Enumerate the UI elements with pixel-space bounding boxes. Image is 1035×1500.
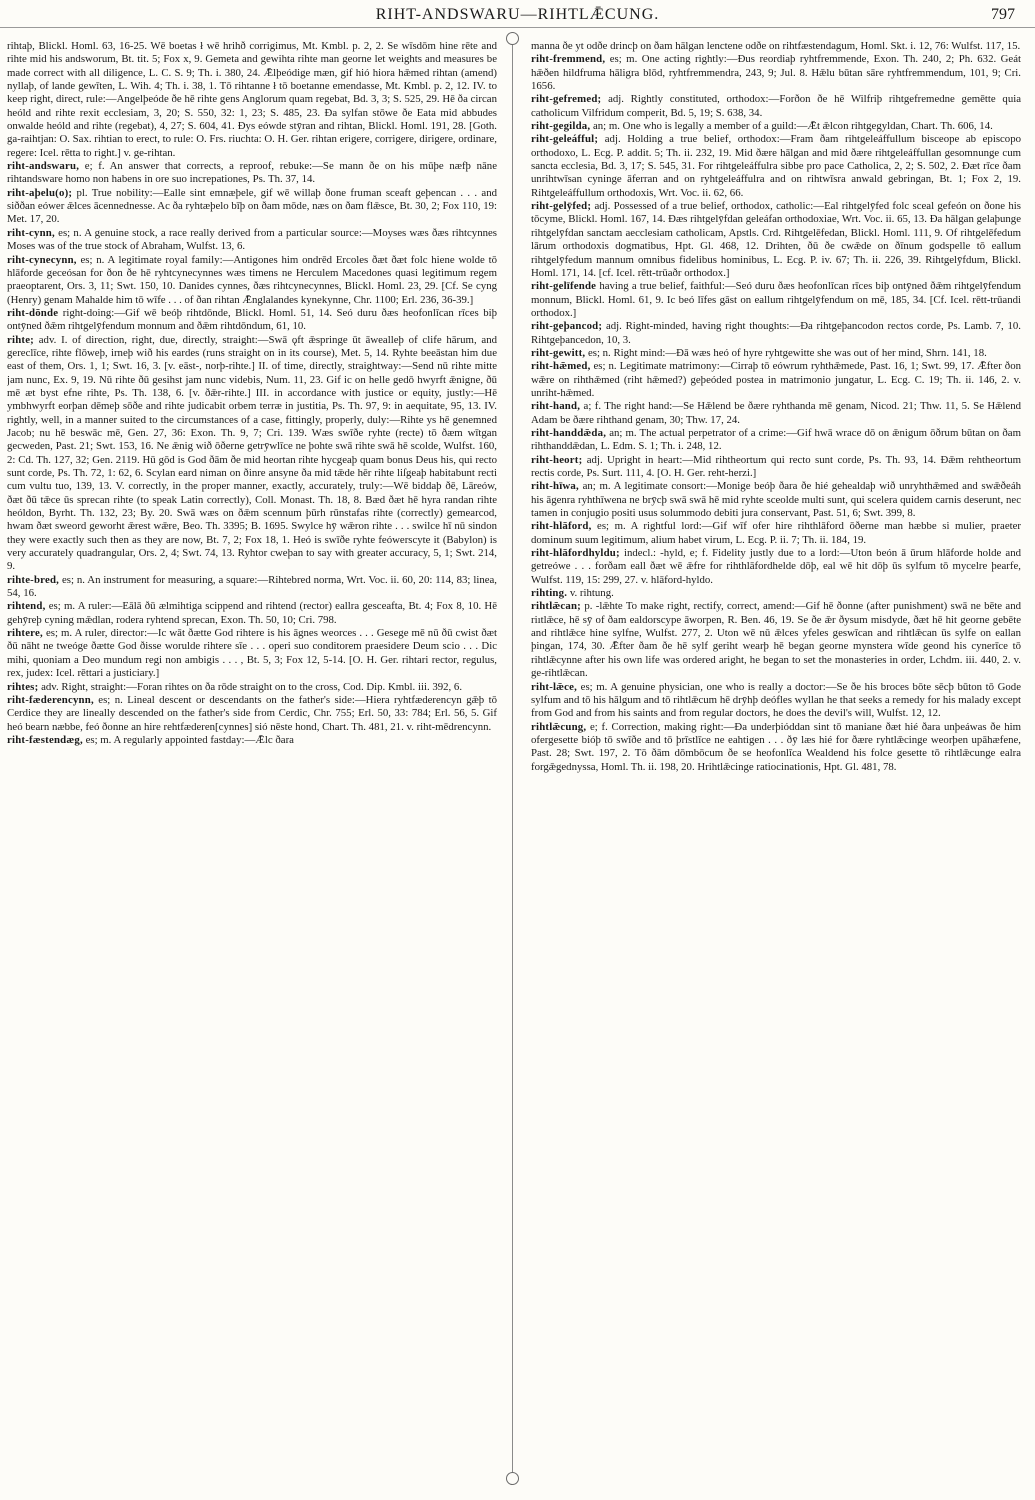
- entry-text: adj. Upright in heart:—Mid rihtheortum qui recto sunt corde, Ps. Th. 93, 14. Ðǣm rehtheortum rectis corde, Ps. Surt. 111, 4. [O. H. Ger. reht-herzi.]: [531, 453, 1021, 479]
- dictionary-entry: [531, 681, 1021, 721]
- entry-text: es; m. A ruler:—Eālā ðū ælmihtiga scippend and rihtend (rector) eallra gesceafta, Bt. 4; Fox 8, 10. Hē gehȳreþ cyning mǣdlan, rodera ryhtend sprecan, Exon. Th. 50, 10; Cri. 798.: [7, 600, 497, 626]
- dictionary-entry: [7, 600, 497, 627]
- dictionary-entry: [531, 454, 1021, 481]
- dictionary-entry: [531, 400, 1021, 427]
- entry-text: es; n. A genuine stock, a race really derived from a particular source:—Moyses wæs ðæs rihtcynnes Moses was of the true stock of Abraham, Wulfst. 13, 6.: [7, 226, 497, 253]
- entry-text: an; m. The actual perpetrator of a crime:—Gif hwā wrace dō on ǣnigum ōðrum būtan on ðam rihthanddǣdan, L. Edm. S. 1; Th. i. 248, 12.: [531, 426, 1021, 453]
- dictionary-entry: [531, 133, 1021, 200]
- entry-text: es; m. One acting rightly:—Ðus reordiaþ ryhtfremmende, Exon. Th. 240, 2; Ph. 632. Geát hǣðen hildfruma hāligra blōd, ryhtfremmendra, 243, 9; Jul. 8. Hǣlu būtan sāre ryhtfremmendum, 101, 9; Cri. 1656.: [531, 53, 1021, 93]
- dictionary-entry: [531, 600, 1021, 680]
- entry-headword: riht-handdǣda,: [531, 426, 607, 439]
- entry-headword: riht-geþancod;: [531, 320, 603, 333]
- dictionary-entry: [531, 280, 1021, 320]
- dictionary-entry: [531, 480, 1021, 520]
- dictionary-entry: [531, 93, 1021, 120]
- column-divider: [512, 38, 513, 1478]
- entry-headword: rihting.: [531, 587, 568, 600]
- entry-text: es; m. A rightful lord:—Gif wīf ofer hire rihthlāford ōðerne man hæbbe si mulier, praeter dominum suum legitimum, alium habet virum, L. Ecg. P. ii. 7; Th. ii. 184, 19.: [531, 520, 1021, 546]
- dictionary-entry: [7, 627, 497, 680]
- dictionary-entry: [531, 547, 1021, 587]
- entry-headword: riht-dōnde: [7, 306, 59, 319]
- dictionary-entry: [531, 40, 1021, 53]
- dictionary-entry: [7, 334, 497, 574]
- entry-text: adv. I. of direction, right, due, directly, straight:—Swā ǫft ǣspringe ūt āwealleþ of clife hārum, and gereclīce, rihte flōweþ, irneþ wið his eardes (runs straight on in its course), Met. 5, 14. Ryhte beeāstan him due east of them, Ors. 1, 1; Swt. 16, 3. [v. eāst-, norþ-rihte.] II. of time, directly, straightway:—Send nū rihte mitte jam nunc, Ex. 9, 19. Nū rihte ðū gesihst jam nunc videbis, Num. 11, 23. Gif ic on helle gedō hwyrft ǣnigne, ðū mē æt byst efne rihte, Ps. Th. 138, 6. [v. ðǣr-rihte.] III. in accordance with justice or equity, justly:—Hē ymbhwyrft eorþan dēmeþ sōðe and rihte judicabit orbem terræ in justitia, Ps. Th. 97, 9: in aequitate, 95, 13. IV. rightly, well, in a manner suited to the circumstances of a case, fittingly, properly, duly:—Rihte ys hē genemned Jacob; nu hē beswāc mē, Gen. 27, 36: Exon. Th. 9, 7; Cri. 139. Wæs swīðe ryhte (recte) tō ðæm wītgan gecweden, Past. 21; Swt. 153, 16. Ne ǣnig wið ōðerne getrȳwlīce ne þohte swā rihte swā hē scolde, Wulfst. 160, 2: Cd. Th. 127, 32; Gen. 2119. Hū gōd is God ðām ðe mid heortan rihte hycgeaþ quam bonus Deus his, qui recto sunt corde, Ps. Th. 72, 1: 62, 6. Scylan eard niman on ðinre ansyne ða mid tǣde hēr rihte liſgeaþ habitabunt recti cum vultu tuo, 139, 13. V. correctly, in the proper manner, exactly, accurately, truly:—Wē biddaþ ðē, Lāreów, ðæt ðū tǣce ūs sprecan rihte (to speak Latin correctly), Coll. Monast. Th. 18, 8. Bæd ðæt hē hyra randan rihte heóldon, Byrht. Th. 132, 23; By. 20. Swā wæs on ðǣm scennum þūrh rūnstafas rihte (correctly) gemearcod, hwam ðæt sweord geworht ǣrest wǣre, Beo. Th. 3395; B. 1695. Swylce hȳ wǣron rihte . . . swilce hī nū sindon they were exactly such then as they are now, Bt. 7, 2; Fox 18, 1. Heó is swīðe ryhte feówerscyte it (Babylon) is very accurately quadrangular, Ors. 2, 4; Swt. 74, 13. Ryhtor cweþan to say with greater accuracy, 5, 1; Swt. 214, 9.: [7, 333, 497, 573]
- dictionary-entry: [531, 587, 1021, 600]
- entry-headword: riht-fremmend,: [531, 53, 606, 66]
- entry-headword: riht-hand,: [531, 400, 581, 413]
- entry-headword: riht-heort;: [531, 453, 583, 466]
- entry-headword: rihtend,: [7, 600, 46, 613]
- left-column: [7, 40, 497, 1485]
- entry-text: adj. Rightly constituted, orthodox:—Forðon ðe hē Wilfriþ rihtgefremedne gemētte quia catholicum Vilfridum comperit, Bd. 5, 19; S. 638, 34.: [531, 93, 1021, 119]
- entry-headword: riht-fæstendæg,: [7, 733, 83, 746]
- dictionary-entry: [531, 53, 1021, 93]
- dictionary-entry: [531, 427, 1021, 454]
- entry-text: right-doing:—Gif wē beóþ rihtdōnde, Blickl. Homl. 51, 14. Seó duru ðæs heofonlīcan rīces biþ ontȳned ðǣm rihtgelȳfendum monnum and ðǣm rihtdōndum, 61, 10.: [7, 306, 497, 333]
- entry-headword: rihte-bred,: [7, 573, 60, 586]
- entry-headword: rihtlǣcung,: [531, 720, 587, 733]
- dictionary-entry: [7, 734, 497, 747]
- entry-text: es; n. An instrument for measuring, a square:—Rihtebred norma, Wrt. Voc. ii. 60, 20: 114, 83; linea, 54, 16.: [7, 573, 497, 600]
- entry-text: an; m. A legitimate consort:—Monige beóþ ðara ðe hié gehealdaþ wið unryhthǣmed and swǣðeáh his āgenra ryhthīwena ne brȳcþ swā swā hē mid ryhte sceolde multi sunt, qui scelera quidem carnis deserunt, nec tamen in conjugio positi usus solummodo debiti jura conservant, Past. 51, 6; Swt. 399, 8.: [531, 480, 1021, 520]
- right-column: [531, 40, 1021, 1485]
- dictionary-entry: [531, 520, 1021, 547]
- entry-text: p. -lǣhte To make right, rectify, correct, amend:—Gif hē ðonne (after punishment) swā ne bēte and riıtlǣce, hē sȳ of ðam ealdorscype āworpen, R. Ben. 46, 19. Se ðe ǣr ðysum misdyde, ðæt hē hit georne gebēte and rihtlǣce hine sylfne, Wulfst. 277, 2. Uton wē nū ǣlces yfeles geswīcan and rihtlǣcan ūs sylfe on eallan þingan, 174, 30. Ǣfter ðam ðe hē sylf geriht wearþ hē began georne mynstera wīde geond his cynerīce tō rihtlǣcynne after his own life was ordered aright, he began to set the monasteries in order, Lchdm. iii. 440, 2. v. ge-rihtlǣcan.: [531, 600, 1021, 680]
- entry-headword: riht-gegilda,: [531, 120, 591, 133]
- entry-headword: rihtes;: [7, 680, 39, 693]
- entry-text: adj. Right-minded, having right thoughts:—Ða rihtgeþancodon rectos corde, Ps. Lamb. 7, 10. Rihtgeþancedon, 10, 3.: [531, 320, 1021, 346]
- entry-headword: riht-hǣmed,: [531, 360, 591, 373]
- entry-text: es; n. Right mind:—Ðā wæs heó of hyre ryhtgewitte she was out of her mind, Shrn. 141, 18.: [587, 346, 987, 359]
- entry-text: e; f. Correction, making right:—Ða underþióddan sint tō maniane ðæt hié ðara unþeáwas ðe him ofergesette bióþ tō swīðe and tō þrīstlīce ne eahtigen . . . ðȳ læs hié for ðære ryhtlǣcinge weorþen upāhæfene, Past. 28; Swt. 197, 2. Tō ðām dōmbōcum ðe se heofonlīca Wealdend his folce gesette tō rihtlǣcunge ealra forgǣgednyssa, Homl. Th. ii. 198, 20. Hrihtlǣcinge ratiocinationis, Hpt. Gl. 481, 78.: [531, 720, 1021, 773]
- entry-headword: riht-gewitt,: [531, 346, 586, 359]
- entry-headword: riht-gelīfende: [531, 280, 597, 293]
- entry-text: having a true belief, faithful:—Seó duru ðæs heofonlīcan rīces biþ ontȳned ðǣm rihtgelȳfendum monnum, Blickl. Homl. 61, 9. Ic beó līfes gāst on eallum rihtgelȳfendum on mē, 185, 34. [Cf. Icel. rētt-trūandi orthodox.]: [531, 280, 1021, 319]
- dictionary-entry: [531, 721, 1021, 774]
- dictionary-entry: [7, 307, 497, 334]
- entry-text: rihtaþ, Blickl. Homl. 63, 16-25. Wē boetas ł wē hrihð corrigimus, Mt. Kmbl. p. 2, 2. Se wīsdōm hine rēte and rihte mid his andsworum, Bt. tit. 5; Fox x, 9. Gemeta and gewihta rihte man georne let weights and measures be made correct with all diligence, L. C. S. 9; Th. i. 380, 24. Ǣlþeódige mæn, gif hió hiora hǣmed rihtan (amend) nyllaþ, of lande gewīten, L. Wih. 4; Th. i. 38, 1. Tō rihtanne ł tō boetanne emendasse, Mt. Kmbl. p. 2, 12. IV. to keep right, direct, rule:—Angelþeóde ðe hē rihte gens Anglorum quam regebat, Bd. 3, 3; S. 525, 29. Hē ða circan heóld and rihte rexit ecclesiam, 3, 20; S. 550, 32: 1, 23; S. 485, 23. Ða sylfan stōwe ðe Eata mid abbudes onwalde heóld and rihte (regebat), 4, 27; S. 604, 41. Ðys eówde stȳran and rihtan, Blickl. Homl. 191, 28. [Goth. ga-raihtjan: O. Sax. rihtian to erect, to rule: O. Frs. riuchta: O. H. Ger. rihtan erigere, corrigere, dirigere, ordinare, regere: Icel. rētta to right.] v. ge-rihtan.: [7, 40, 497, 159]
- entry-text: indecl.: -hyld, e; f. Fidelity justly due to a lord:—Uton beón ā ūrum hlāforde holde and getreówe . . . forðam eall ðæt wē ǣfre for rihthlāfordhelde dōþ, eal wē hit dōþ ūs sylfum tō mycelre þearfe, Wulfst. 119, 15: 299, 27. v. hlāford-hyldo.: [531, 547, 1021, 586]
- entry-headword: riht-andswaru,: [7, 160, 80, 173]
- entry-text: es; n. Legitimate matrimony:—Cirraþ tō eówrum ryhthǣmede, Past. 16, 1; Swt. 99, 17. Ǣfter ðon wǣre on rihthǣmed (riht hǣmed?) geþeóded postea in matrimonio jungatur, L. Ecg. C. 19; Th. ii. 146, 2. v. unriht-hǣmed.: [531, 360, 1021, 399]
- entry-text: adv. Right, straight:—Foran rihtes on ða rōde straight on to the cross, Cod. Dip. Kmbl. iii. 392, 6.: [41, 680, 463, 693]
- dictionary-entry: [7, 681, 497, 694]
- entry-headword: riht-hlāford,: [531, 520, 592, 533]
- entry-text: an; m. One who is legally a member of a guild:—Ǣt ǣlcon rihtgegyldan, Chart. Th. 606, 14.: [592, 120, 993, 133]
- dictionary-entry: [531, 360, 1021, 400]
- dictionary-entry: [7, 227, 497, 254]
- entry-text: a; f. The right hand:—Se Hǣlend be ðære ryhthanda mē genam, Nicod. 21; Thw. 11, 5. Se Hǣlend Adam be ðære rihthand genam, 30; Thw. 17, 24.: [531, 400, 1021, 426]
- entry-headword: riht-cynecynn,: [7, 253, 77, 266]
- entry-text: e; f. An answer that corrects, a reproof, rebuke:—Se mann ðe on his mūþe næfþ nāne rihtandsware homo non habens in ore suo increpationes, Ps. Th. 37, 14.: [7, 160, 497, 186]
- entry-text: es; m. A ruler, director:—Ic wāt ðætte God rihtere is his āgnes weorces . . . Gesege mē nū ðū cwist ðæt ðū nāht ne tweóge ðætte God ðisse worulde rihtere sīe . . . operi suo conditorem praesidere Deum scio . . . Dic mihi, quoniam a Deo mundum regi non ambigis . . . , Bt. 5, 3; Fox 12, 5-14. [O. H. Ger. rihtari rector, regulus, rex, judex: Icel. rēttari a justiciary.]: [7, 627, 497, 680]
- page-header: [0, 5, 1035, 28]
- entry-headword: riht-hlāfordhyldu;: [531, 547, 620, 560]
- entry-text: manna ðe yt odðe drincþ on ðam hālgan lenctene odðe on rihtfæstendagum, Homl. Skt. i. 12, 76: Wulfst. 117, 15.: [531, 40, 1021, 52]
- entry-text: v. rihtung.: [569, 587, 614, 600]
- entry-headword: riht-lǣce,: [531, 680, 578, 693]
- entry-headword: riht-fæderencynn,: [7, 693, 94, 706]
- entry-text: es; n. Lineal descent or descendants on the father's side:—Hiera ryhtfæderencyn gǣþ tō Cerdice they are lineally descended on the father's side from Cerdic, Chr. 755; Erl. 50, 33: 784; Erl. 56, 5. Gif heó bearn næbbe, feó ðonne an hire rehtfæderen[cynnes] sió nēste hond, Chart. Th. 481, 21. v. riht-mēdrencynn.: [7, 693, 497, 733]
- entry-headword: rihtere,: [7, 627, 43, 640]
- entry-headword: riht-aþelu(o);: [7, 186, 73, 199]
- dictionary-entry: [7, 574, 497, 601]
- entry-headword: riht-cynn,: [7, 226, 55, 239]
- entry-headword: riht-gefremed;: [531, 93, 602, 106]
- page-number: 797: [991, 6, 1015, 23]
- entry-text: adj. Possessed of a true belief, orthodox, catholic:—Eal rihtgelȳfed folc sceal gefeón on ðone his tōcyme, Blickl. Homl. 167, 14. Ðæs rihtgelȳfdan geleáfan orthodoxiae, Wrt. Voc. ii. 65, 13. Ða hālgan gelaþunge rihtgelȳfdan sanctam aecclesiam catholicam, Apstls. Crd. Rihtgelēfedan, Blickl. Homl. 111, 9. Of rihtgelēfedum lārum orthodoxis dogmatibus, Hpt. Gl. 468, 12. Drihten, ðū ðe cwǣde on ðīnum godspelle tō eallum rihtgelȳfedum mannum omnibus fidelibus hominibus, L. Ecg. P. iv. 67; Th. ii. 226, 39. Rihtgelȳfdum, Blickl. Homl. 171, 14. [cf. Icel. rētt-trūaðr orthodox.]: [531, 200, 1021, 279]
- dictionary-entry: [7, 187, 497, 227]
- entry-text: es; m. A regularly appointed fastday:—Ǣlc ðara: [85, 733, 294, 746]
- entry-text: adj. Holding a true belief, orthodox:—Fram ðam rihtgeleáffullum bisceope ab episcopo orthodoxo, L. Ecg. P. addit. 5; Th. ii. 232, 19. Mid ðære hālgan and mid ðære rihtgeleáffullan gesomnunge cum sancta ecclesia, Bd. 3, 17; S. 545, 31. For rihtgeleáffulra sibbe pro pace Catholica, 2, 2; S. 502, 2. Ðæt rīce ðam unrihtwīsan cyninge āferran and on ryhtgeleáffulra and on rihtwīsra anwald gebringan, Bt. 1; Fox 2, 19. Rihtgeleáffullum orthodoxis, Wrt. Voc. ii. 62, 66.: [531, 133, 1021, 199]
- entry-headword: rihte;: [7, 333, 34, 346]
- dictionary-entry: [531, 347, 1021, 360]
- entry-text: es; n. A legitimate royal family:—Antigones him ondrēd Ercoles ðæt ðæt folc hiene wolde tō hlāforde geceósan for ðon ðe hē ryhtcynecynnes wæs timens ne Herculem Macedones quasi legitimum regem praeoptarent, Ors. 3, 11; Swt. 150, 10. Danides cynnes, ðæs rihtcynecynnes, Blickl. Homl. 23, 29. [Cf. Se cyng (Henry) genam Mahalde him tō wīfe . . . of ðan rihtan Ǣnglalandes kynekynne, Chr. 1100; Erl. 236, 36-39.]: [7, 253, 497, 306]
- dictionary-entry: [7, 40, 497, 160]
- dictionary-entry: [7, 694, 497, 734]
- column-divider-ornament-bottom: [506, 1472, 519, 1485]
- dictionary-entry: [531, 200, 1021, 280]
- column-divider-ornament-top: [506, 32, 519, 45]
- entry-text: pl. True nobility:—Ealle sint emnæþele, gif wē willaþ ðone fruman sceaft geþencan . . . and siððan eówer ǣlces ācennednesse. Ac ða ryhtæþelo bīþ on ðam mōde, næs on ðam flǣsce, Bt. 30, 2; Fox 110, 19: Met. 17, 20.: [7, 186, 497, 226]
- dictionary-entry: [7, 254, 497, 307]
- entry-headword: riht-geleáfful;: [531, 133, 599, 146]
- dictionary-entry: [7, 160, 497, 187]
- entry-headword: riht-hīwa,: [531, 480, 579, 493]
- dictionary-entry: [531, 320, 1021, 347]
- entry-headword: riht-gelȳfed;: [531, 200, 592, 213]
- entry-text: es; m. A genuine physician, one who is really a doctor:—Se ðe his broces bōte sēcþ būton tō Gode sylfum and tō his hālgum and tō rihtlǣcum hē drȳhþ deófles wyllan he that seeks a remedy for his malady except from God and from his saints and from regular doctors, he does the devil's will, Wulfst. 12, 12.: [531, 680, 1021, 720]
- dictionary-entry: [531, 120, 1021, 133]
- running-head: RIHT-ANDSWARU—RIHTLǢCUNG.: [375, 6, 660, 23]
- entry-headword: rihtlǣcan;: [531, 600, 581, 613]
